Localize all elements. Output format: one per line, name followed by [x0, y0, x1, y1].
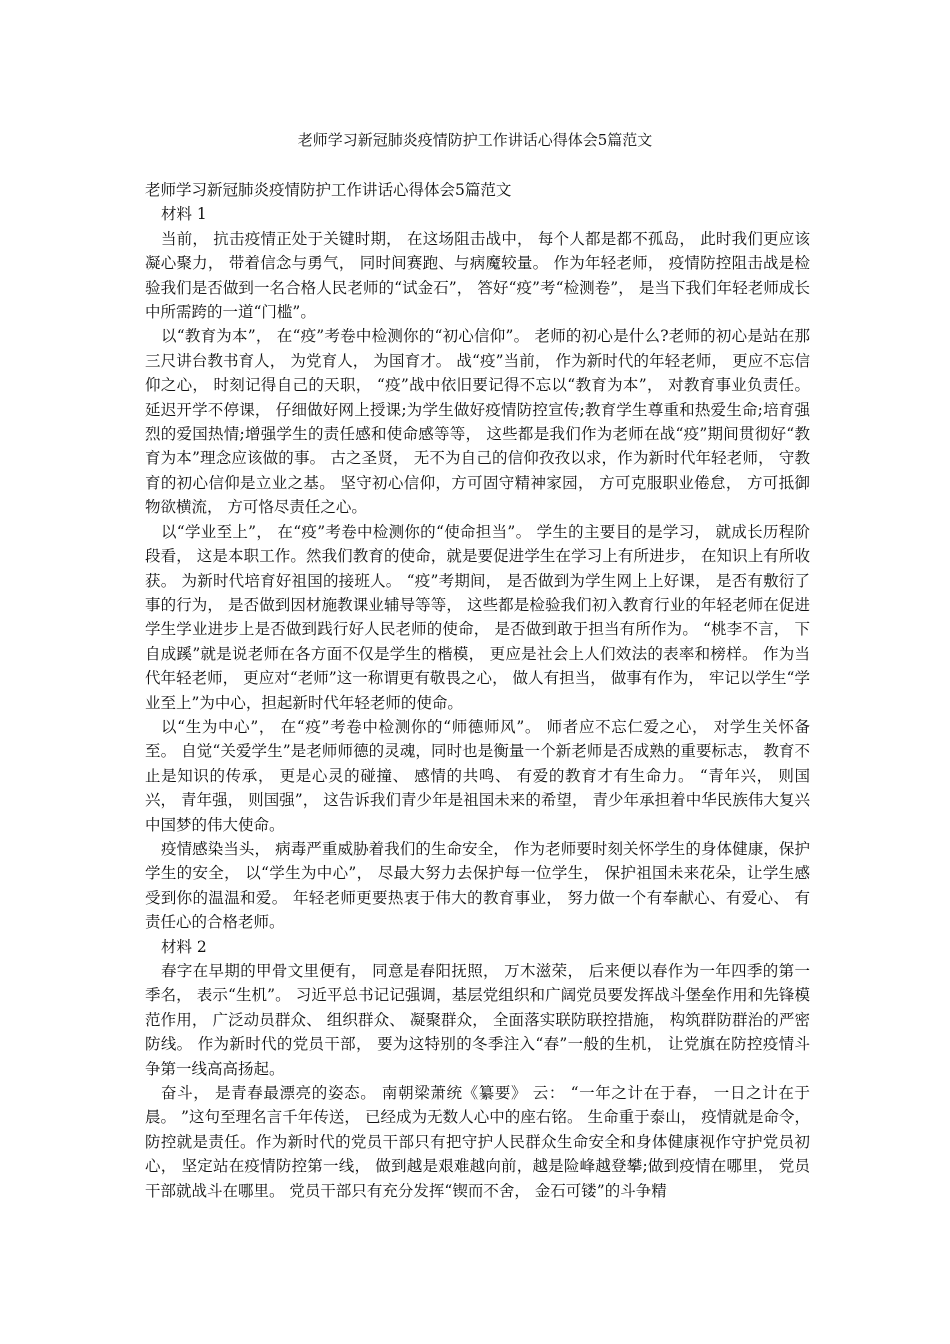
document-body	[145, 178, 810, 1203]
document-subtitle: 老师学习新冠肺炎疫情防护工作讲话心得体会5篇范文	[145, 181, 512, 199]
paragraph: 以“生为中心”， 在“疫”考卷中检测你的“师德师风”。 师者应不忘仁爱之心， 对学生关怀备至。 自觉“关爱学生”是老师师德的灵魂，同时也是衡量一个新老师是否成熟的重要标志， 教育不止是知识的传承， 更是心灵的碰撞、 感情的共鸣、 有爱的教育才有生命力。 “青年兴， 则国兴， 青年强， 则国强”， 这告诉我们青少年是祖国未来的希望， 青少年承担着中华民族伟大复兴中国梦的伟大使命。	[145, 717, 810, 834]
section-label: 材料 1	[161, 205, 207, 224]
paragraph: 以“教育为本”， 在“疫”考卷中检测你的“初心信仰”。 老师的初心是什么?老师的初心是站在那三尺讲台教书育人， 为党育人， 为国育才。 战“疫”当前， 作为新时代的年轻老师， 更应不忘信仰之心， 时刻记得自己的天职， “疫”战中依旧要记得不忘以“教育为本”， 对教育事业负责任。 延迟开学不停课， 仔细做好网上授课;为学生做好疫情防控宣传;教育学生尊重和热爱生命;培育强烈的爱国热情;增强学生的责任感和使命感等等， 这些都是我们作为老师在战“疫”期间贯彻好“教育为本”理念应该做的事。 古之圣贤， 无不为自己的信仰孜孜以求，作为新时代年轻老师， 守教育的初心信仰是立业之基。 坚守初心信仰，方可固守精神家园， 方可克服职业倦怠， 方可抵御物欲横流， 方可恪尽责任之心。	[145, 327, 810, 517]
paragraph: 当前， 抗击疫情正处于关键时期， 在这场阻击战中， 每个人都是都不孤岛， 此时我们更应该凝心聚力， 带着信念与勇气， 同时间赛跑、与病魔较量。 作为年轻老师， 疫情防控阻击战是检验我们是否做到一名合格人民老师的“试金石”， 答好“疫”考“检测卷”， 是当下我们年轻老师成长中所需跨的一道“门槛”。	[145, 229, 810, 322]
paragraph: 春字在早期的甲骨文里便有， 同意是春阳抚照， 万木滋荣， 后来便以春作为一年四季的第一季名， 表示“生机”。 习近平总书记记强调，基层党组织和广阔党员要发挥战斗堡垒作用和先锋模范作用， 广泛动员群众、 组织群众、 凝聚群众， 全面落实联防联控措施， 构筑群防群治的严密防线。 作为新时代的党员干部， 要为这特别的冬季注入“春”一般的生机， 让党旗在防控疫情斗争第一线高高扬起。	[145, 962, 810, 1078]
section-label: 材料 2	[161, 937, 207, 956]
paragraph: 疫情感染当头， 病毒严重威胁着我们的生命安全， 作为老师要时刻关怀学生的身体健康，保护学生的安全， 以“学生为中心”， 尽最大努力去保护每一位学生， 保护祖国未来花朵，让学生感受到你的温温和爱。 年轻老师更要热衷于伟大的教育事业， 努力做一个有奉献心、有爱心、 有责任心的合格老师。	[145, 839, 810, 932]
paragraph: 以“学业至上”， 在“疫”考卷中检测你的“使命担当”。 学生的主要目的是学习， 就成长历程阶段看， 这是本职工作。然我们教育的使命，就是要促进学生在学习上有所进步， 在知识上有所收获。 为新时代培育好祖国的接班人。 “疫”考期间， 是否做到为学生网上上好课， 是否有敷衍了事的行为， 是否做到因材施教课业辅导等等， 这些都是检验我们初入教育行业的年轻老师在促进学生学业进步上是否做到践行好人民老师的使命， 是否做到敢于担当有所作为。 “桃李不言， 下自成蹊”就是说老师在各方面不仅是学生的楷模， 更应是社会上人们效法的表率和榜样。 作为当代年轻老师， 更应对“老师”这一称谓更有敬畏之心， 做人有担当， 做事有作为， 牢记以学生“学业至上”为中心，担起新时代年轻老师的使命。	[145, 522, 810, 712]
paragraph: 奋斗， 是青春最漂亮的姿态。 南朝梁萧统《纂要》 云： “一年之计在于春， 一日之计在于晨。 ”这句至理名言千年传送， 已经成为无数人心中的座右铭。 生命重于泰山， 疫情就是命令， 防控就是责任。作为新时代的党员干部只有把守护人民群众生命安全和身体健康视作守护党员初心， 坚定站在疫情防控第一线， 做到越是艰难越向前，越是险峰越登攀;做到疫情在哪里， 党员干部就战斗在哪里。 党员干部只有充分发挥“锲而不舍， 金石可镂”的斗争精	[145, 1084, 810, 1200]
document-title: 老师学习新冠肺炎疫情防护工作讲话心得体会5篇范文	[297, 131, 653, 149]
